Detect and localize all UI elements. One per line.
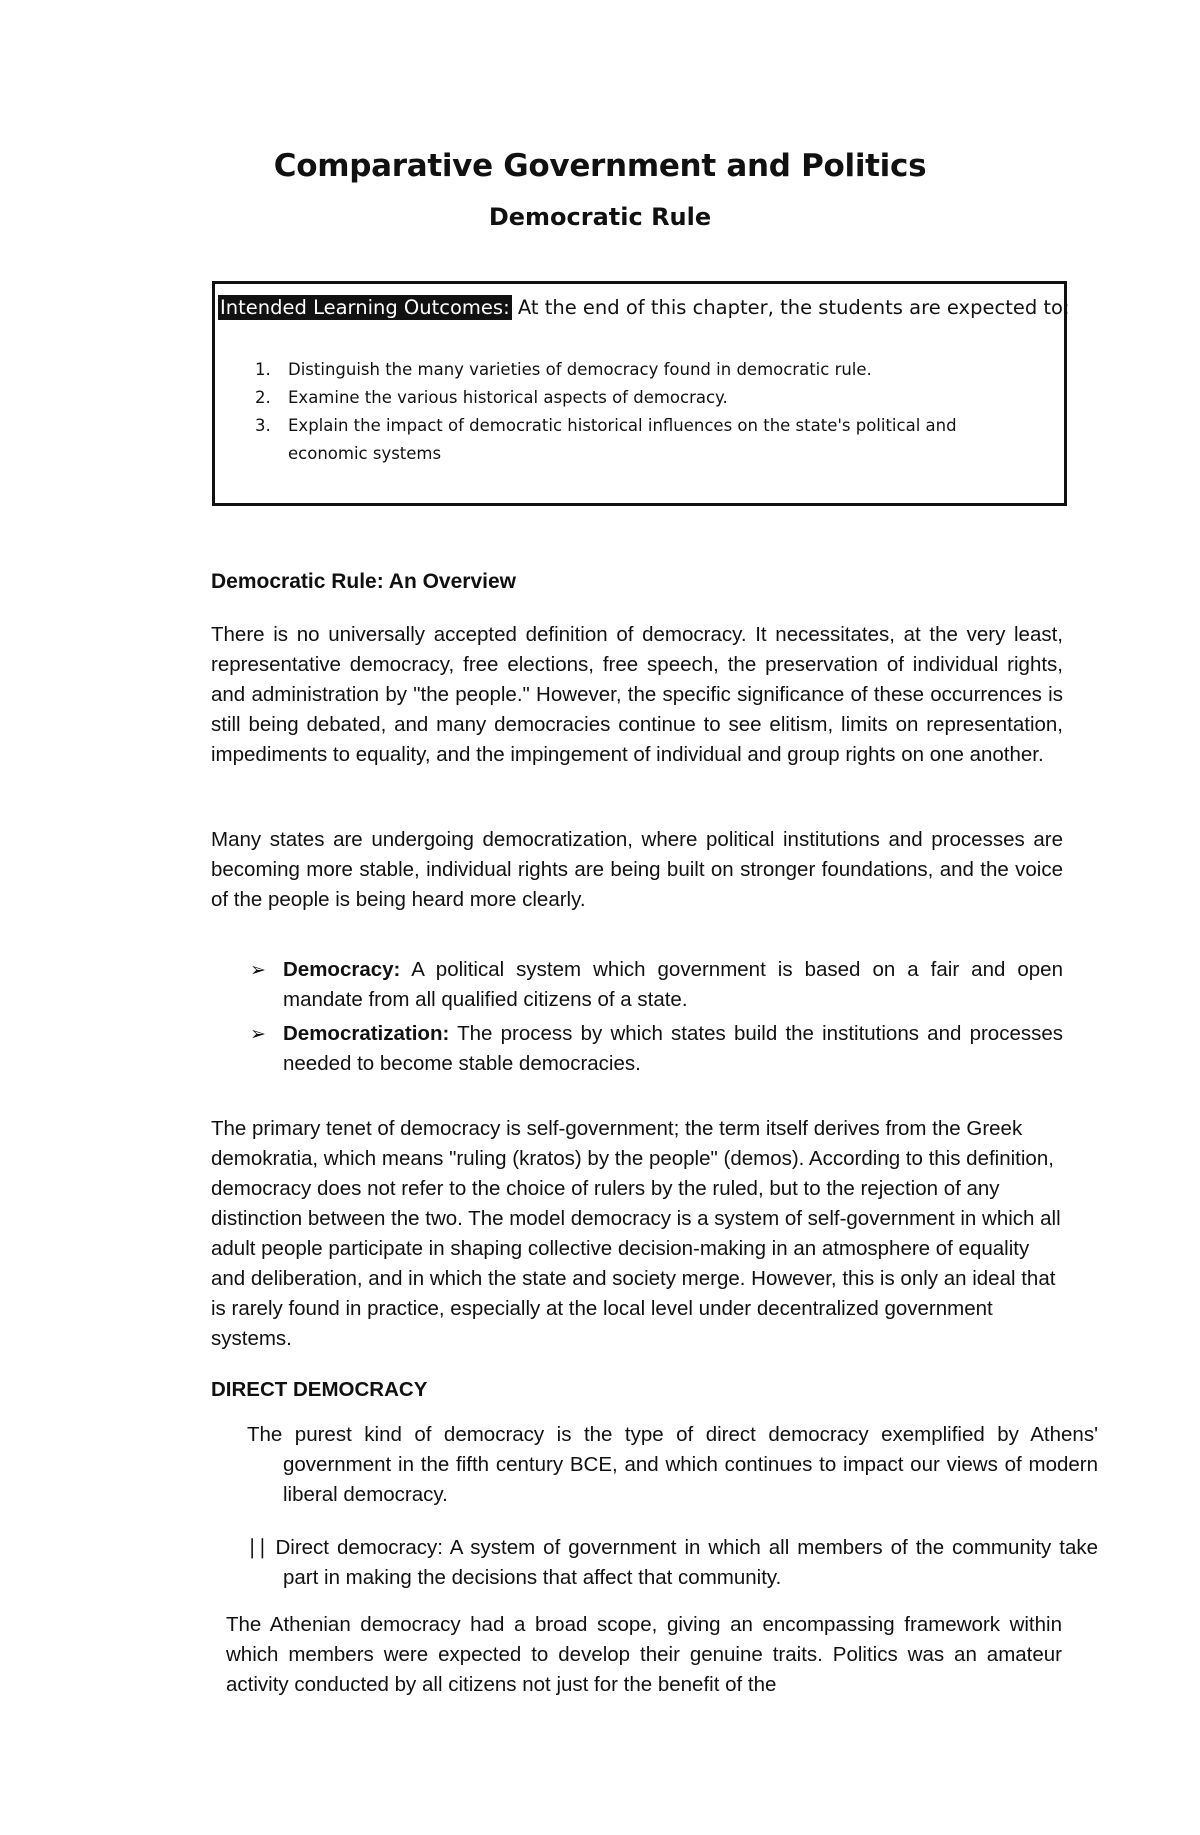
list-item-number: 2. [255,388,271,407]
overview-heading: Democratic Rule: An Overview [211,570,516,593]
learning-outcomes-label: Intended Learning Outcomes: [220,296,510,319]
arrow-bullet-icon: ➢ [250,959,266,981]
list-item-text: Distinguish the many varieties of democracy found in democratic rule. [288,360,872,379]
list-item [255,412,1035,468]
definition-term: Democracy: [283,958,401,981]
direct-democracy-definition: ∣∣ Direct democracy: A system of government in which all members of the community take part in making the decisions that affect that community. [247,1536,1098,1589]
definition-item [250,1019,1063,1079]
list-item [255,356,1035,384]
overview-paragraph-1: There is no universally accepted definition of democracy. It necessitates, at the very least, representative democracy, free elections, free speech, the preservation of individual rights, and administration by "the people." However, the specific significance of these occurrences is still being debated, and many democracies continue to see elitism, limits on representation, impediments to equality, and the impingement of individual and group rights on one another. [211,623,1063,766]
list-item [255,384,1035,412]
page-title: Comparative Government and Politics [273,148,927,184]
page-subtitle: Democratic Rule [488,203,712,231]
list-item-text: Examine the various historical aspects of democracy. [288,388,728,407]
learning-outcomes-box [212,281,1070,506]
list-item-number: 1. [255,360,271,379]
learning-outcomes-header [218,296,1070,319]
arrow-bullet-icon: ➢ [250,1023,266,1045]
list-item-number: 3. [255,416,271,435]
athenian-democracy-paragraph: The Athenian democracy had a broad scope, giving an encompassing framework within which members were expected to develop their genuine traits. Politics was an amateur activity conducted by all citizens not just for the benefit of the [226,1613,1062,1696]
direct-democracy-paragraph: The purest kind of democracy is the type of direct democracy exemplified by Athens' government in the fifth century BCE, and which continues to impact our views of modern liberal democracy. [247,1423,1098,1506]
direct-democracy-heading: DIRECT DEMOCRACY [211,1378,428,1401]
definition-term: Democratization: [283,1022,450,1045]
definitions-list [250,955,1063,1083]
learning-outcomes-list [255,356,1035,468]
definition-item [250,955,1063,1015]
tenet-paragraph: The primary tenet of democracy is self-government; the term itself derives from the Greek demokratia, which means "ruling (kratos) by the people" (demos). According to this definition, democracy does not refer to the choice of rulers by the ruled, but to the rejection of any distinction between the two. The model democracy is a system of self-government in which all adult people participate in shaping collective decision-making in an atmosphere of equality and deliberation, and in which the state and society merge. However, this is only an ideal that is rarely found in practice, especially at the local level under decentralized government systems. [211,1117,1061,1350]
list-item-text: Explain the impact of democratic historical influences on the state's political and economic systems [288,416,957,463]
definition-text: The process by which states build the institutions and processes needed to become stable democracies. [283,1022,1063,1075]
learning-outcomes-intro: At the end of this chapter, the students are expected to: [511,296,1070,319]
definition-text: A political system which government is based on a fair and open mandate from all qualified citizens of a state. [283,958,1063,1011]
overview-paragraph-2: Many states are undergoing democratization, where political institutions and processes are becoming more stable, individual rights are being built on stronger foundations, and the voice of the people is being heard more clearly. [211,828,1063,911]
